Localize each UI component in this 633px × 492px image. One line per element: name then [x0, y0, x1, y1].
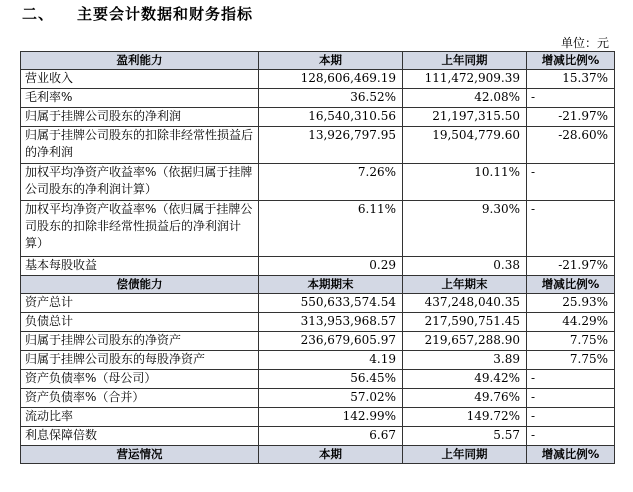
change-value: - [527, 89, 615, 108]
prior-value: 9.30% [403, 201, 527, 257]
current-value: 128,606,469.19 [259, 70, 403, 89]
solvency-header-row [21, 276, 615, 294]
prior-value: 217,590,751.45 [403, 313, 527, 332]
row-label: 归属于挂牌公司股东的扣除非经常性损益后的净利润 [21, 127, 259, 164]
prior-value: 49.42% [403, 370, 527, 389]
row-label: 加权平均净资产收益率%（依归属于挂牌公司股东的扣除非经常性损益后的净利润计算） [21, 201, 259, 257]
change-value: - [527, 389, 615, 408]
current-value: 7.26% [259, 164, 403, 201]
row-label: 资产负债率%（母公司） [21, 370, 259, 389]
current-value: 550,633,574.54 [259, 294, 403, 313]
prior-value: 19,504,779.60 [403, 127, 527, 164]
current-value: 142.99% [259, 408, 403, 427]
current-value: 0.29 [259, 257, 403, 276]
row-label: 利息保障倍数 [21, 427, 259, 446]
profitability-header-row [21, 52, 615, 70]
row-label: 归属于挂牌公司股东的净利润 [21, 108, 259, 127]
table-row [21, 408, 615, 427]
header-cell: 上年同期 [403, 446, 527, 464]
table-row [21, 108, 615, 127]
section-title: 主要会计数据和财务指标 [77, 5, 254, 23]
change-value: - [527, 201, 615, 257]
prior-value: 149.72% [403, 408, 527, 427]
row-label: 流动比率 [21, 408, 259, 427]
table-row [21, 370, 615, 389]
row-label: 营业收入 [21, 70, 259, 89]
current-value: 57.02% [259, 389, 403, 408]
prior-value: 437,248,040.35 [403, 294, 527, 313]
table-row [21, 351, 615, 370]
unit-label: 单位：元 [560, 36, 609, 50]
header-cell: 偿债能力 [21, 276, 259, 294]
header-cell: 盈利能力 [21, 52, 259, 70]
header-cell: 增减比例% [527, 276, 615, 294]
row-label: 毛利率% [21, 89, 259, 108]
row-label: 资产总计 [21, 294, 259, 313]
change-value: 7.75% [527, 351, 615, 370]
row-label: 加权平均净资产收益率%（依据归属于挂牌公司股东的净利润计算） [21, 164, 259, 201]
change-value: 44.29% [527, 313, 615, 332]
current-value: 6.11% [259, 201, 403, 257]
table-row [21, 201, 615, 257]
prior-value: 0.38 [403, 257, 527, 276]
table-row [21, 164, 615, 201]
prior-value: 49.76% [403, 389, 527, 408]
table-row [21, 70, 615, 89]
change-value: -28.60% [527, 127, 615, 164]
prior-value: 111,472,909.39 [403, 70, 527, 89]
header-cell: 营运情况 [21, 446, 259, 464]
change-value: - [527, 164, 615, 201]
change-value: 25.93% [527, 294, 615, 313]
header-cell: 增减比例% [527, 446, 615, 464]
table-row [21, 294, 615, 313]
current-value: 36.52% [259, 89, 403, 108]
table-row [21, 127, 615, 164]
row-label: 归属于挂牌公司股东的每股净资产 [21, 351, 259, 370]
financial-data-table [20, 51, 615, 464]
row-label: 负债总计 [21, 313, 259, 332]
table-row [21, 89, 615, 108]
prior-value: 3.89 [403, 351, 527, 370]
prior-value: 5.57 [403, 427, 527, 446]
row-label: 归属于挂牌公司股东的净资产 [21, 332, 259, 351]
header-cell: 上年同期 [403, 52, 527, 70]
header-cell: 本期 [259, 52, 403, 70]
row-label: 基本每股收益 [21, 257, 259, 276]
prior-value: 219,657,288.90 [403, 332, 527, 351]
prior-value: 21,197,315.50 [403, 108, 527, 127]
current-value: 56.45% [259, 370, 403, 389]
change-value: -21.97% [527, 257, 615, 276]
current-value: 6.67 [259, 427, 403, 446]
table-row [21, 389, 615, 408]
current-value: 313,953,968.57 [259, 313, 403, 332]
table-row [21, 332, 615, 351]
operations-header-row [21, 446, 615, 464]
current-value: 4.19 [259, 351, 403, 370]
current-value: 16,540,310.56 [259, 108, 403, 127]
current-value: 13,926,797.95 [259, 127, 403, 164]
row-label: 资产负债率%（合并） [21, 389, 259, 408]
change-value: - [527, 408, 615, 427]
prior-value: 42.08% [403, 89, 527, 108]
header-cell: 本期 [259, 446, 403, 464]
change-value: 7.75% [527, 332, 615, 351]
change-value: 15.37% [527, 70, 615, 89]
prior-value: 10.11% [403, 164, 527, 201]
table-row [21, 427, 615, 446]
header-cell: 上年期末 [403, 276, 527, 294]
header-cell: 增减比例% [527, 52, 615, 70]
current-value: 236,679,605.97 [259, 332, 403, 351]
change-value: -21.97% [527, 108, 615, 127]
section-heading [22, 3, 253, 24]
table-row [21, 313, 615, 332]
section-number: 二、 [22, 5, 55, 23]
change-value: - [527, 370, 615, 389]
change-value: - [527, 427, 615, 446]
table-row [21, 257, 615, 276]
header-cell: 本期期末 [259, 276, 403, 294]
